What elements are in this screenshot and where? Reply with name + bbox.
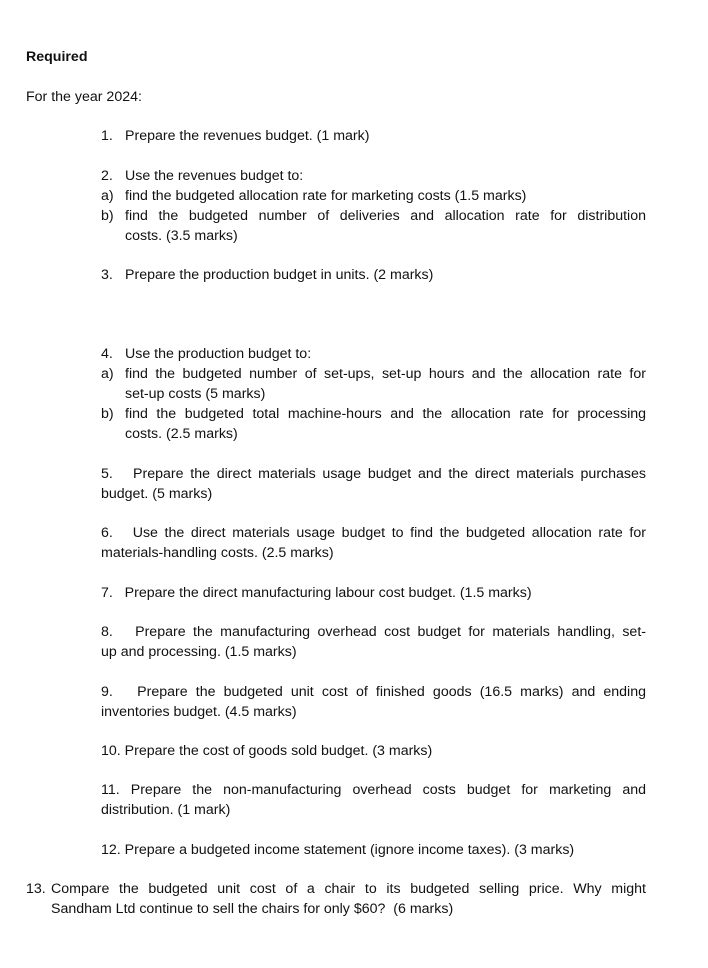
required-heading: Required	[26, 49, 88, 65]
item-2-text: Use the revenues budget to:	[125, 168, 304, 184]
item-4-text: Use the production budget to:	[125, 346, 312, 362]
item-2a-label: a)	[101, 188, 114, 204]
item-3-text: Prepare the production budget in units. (2 marks)	[125, 267, 434, 283]
item-2-number: 2.	[101, 168, 113, 184]
item-13-line1: Compare the budgeted unit cost of a chair to its budgeted selling price. Why might	[51, 881, 646, 897]
item-8-line1: 8. Prepare the manufacturing overhead cost budget for materials handling, set-	[101, 624, 646, 640]
item-4a-label: a)	[101, 366, 114, 382]
item-4b-line1: find the budgeted total machine-hours and the allocation rate for processing	[125, 406, 646, 422]
item-11-line1: 11. Prepare the non-manufacturing overhead costs budget for marketing and	[101, 782, 646, 798]
item-2b-line1: find the budgeted number of deliveries and allocation rate for distribution	[125, 208, 646, 224]
item-13-number: 13.	[26, 881, 46, 897]
item-2a-text: find the budgeted allocation rate for marketing costs (1.5 marks)	[125, 188, 527, 204]
year-intro: For the year 2024:	[26, 89, 142, 105]
item-4b-label: b)	[101, 406, 114, 422]
item-1-number: 1.	[101, 128, 113, 144]
item-6-line2: materials-handling costs. (2.5 marks)	[101, 545, 334, 561]
item-8-line2: up and processing. (1.5 marks)	[101, 644, 297, 660]
item-2b-line2: costs. (3.5 marks)	[125, 228, 238, 244]
item-5-line1: 5. Prepare the direct materials usage budget and the direct materials purchases	[101, 466, 646, 482]
item-4b-line2: costs. (2.5 marks)	[125, 426, 238, 442]
item-7-text: 7. Prepare the direct manufacturing labour cost budget. (1.5 marks)	[101, 585, 532, 601]
item-3-number: 3.	[101, 267, 113, 283]
item-12-text: 12. Prepare a budgeted income statement (ignore income taxes). (3 marks)	[101, 842, 575, 858]
item-4-number: 4.	[101, 346, 113, 362]
item-9-line1: 9. Prepare the budgeted unit cost of finished goods (16.5 marks) and ending	[101, 684, 646, 700]
item-6-line1: 6. Use the direct materials usage budget to find the budgeted allocation rate for	[101, 525, 646, 541]
item-4a-line1: find the budgeted number of set-ups, set-up hours and the allocation rate for	[125, 366, 646, 382]
item-13-line2: Sandham Ltd continue to sell the chairs for only $60? (6 marks)	[51, 901, 454, 917]
item-11-line2: distribution. (1 mark)	[101, 802, 231, 818]
item-5-line2: budget. (5 marks)	[101, 486, 213, 502]
item-9-line2: inventories budget. (4.5 marks)	[101, 704, 297, 720]
item-4a-line2: set-up costs (5 marks)	[125, 386, 266, 402]
item-2b-label: b)	[101, 208, 114, 224]
item-1-text: Prepare the revenues budget. (1 mark)	[125, 128, 370, 144]
item-10-text: 10. Prepare the cost of goods sold budget. (3 marks)	[101, 743, 433, 759]
